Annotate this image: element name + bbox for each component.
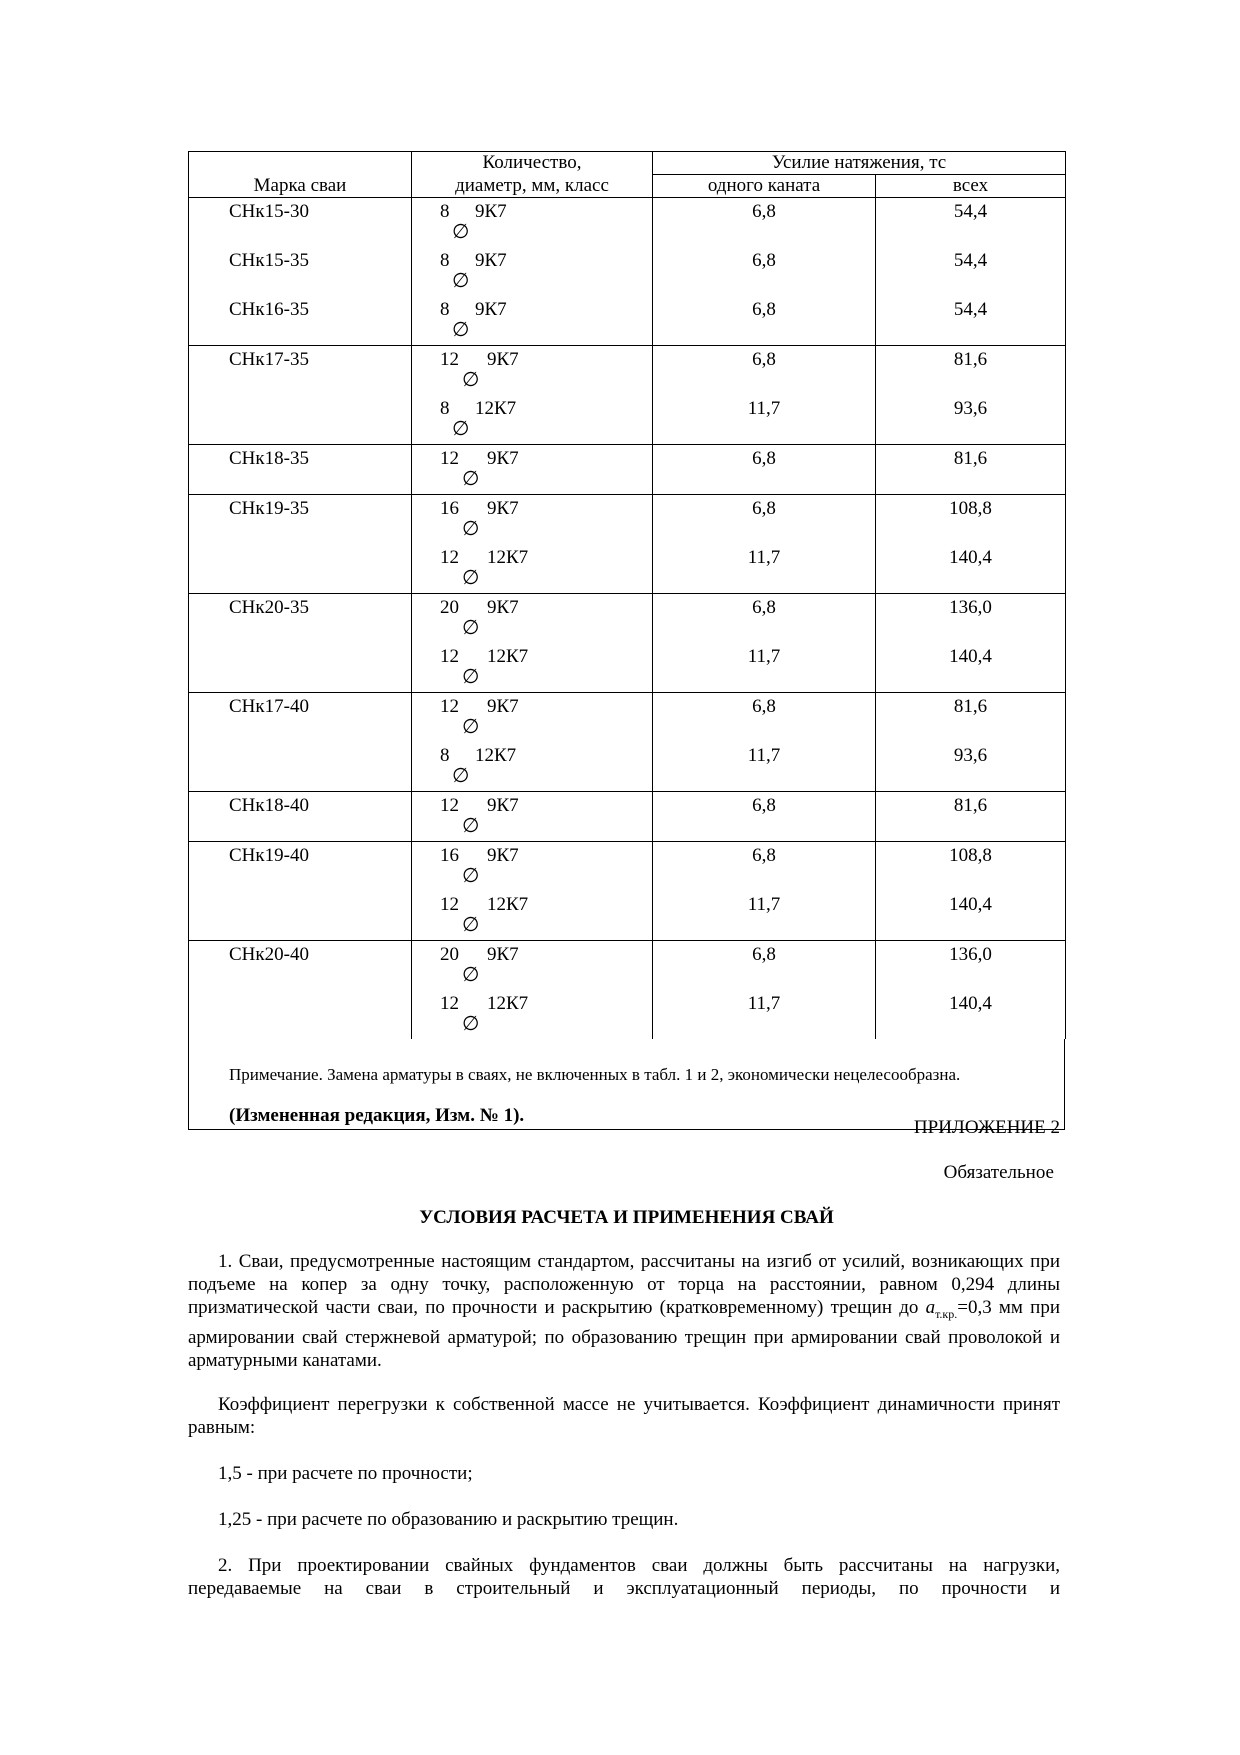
force-one-cell — [653, 990, 876, 1039]
strand-count: 12 — [440, 894, 459, 915]
force-one: 6,8 — [752, 795, 776, 816]
force-all: 54,4 — [953, 250, 988, 271]
strand-count: 12 — [440, 696, 459, 717]
table-row — [189, 842, 1066, 892]
force-one: 11,7 — [747, 398, 781, 419]
force-all: 93,6 — [953, 745, 988, 766]
force-one-cell — [653, 296, 876, 346]
force-one-cell — [653, 742, 876, 792]
strand-class: 9К7 — [475, 250, 507, 271]
force-one-cell — [653, 198, 876, 248]
reinforcement-cell — [412, 247, 653, 296]
force-all-cell — [876, 247, 1066, 296]
force-all: 81,6 — [953, 696, 988, 717]
force-one-cell — [653, 395, 876, 445]
pile-mark: СНк17-40 — [229, 696, 309, 717]
table-row — [189, 990, 1066, 1039]
force-all-cell — [876, 990, 1066, 1039]
pile-mark-cell — [189, 445, 412, 495]
strand-count: 12 — [440, 448, 459, 469]
pile-mark: СНк20-40 — [229, 944, 309, 965]
strand-count: 16 — [440, 845, 459, 866]
pile-mark-cell — [189, 693, 412, 743]
force-all: 81,6 — [953, 448, 988, 469]
force-one: 11,7 — [747, 547, 781, 568]
force-one-cell — [653, 643, 876, 693]
reinforcement-cell — [412, 346, 653, 396]
strand-class: 9К7 — [487, 498, 519, 519]
pile-mark-cell — [189, 544, 412, 594]
force-one-cell — [653, 594, 876, 644]
force-all: 140,4 — [949, 993, 992, 1014]
reinforcement-cell — [412, 395, 653, 445]
diameter-symbol-icon: ∅ — [452, 317, 470, 341]
reinforcement-cell — [412, 198, 653, 248]
diameter-symbol-icon: ∅ — [452, 268, 470, 292]
table-row — [189, 495, 1066, 545]
paragraph-2: Коэффициент перегрузки к собственной массе не учитывается. Коэффициент динамичности принят равным: — [188, 1394, 1060, 1438]
reinforcement-cell — [412, 544, 653, 594]
diameter-symbol-icon: ∅ — [452, 763, 470, 787]
pile-mark-cell — [189, 346, 412, 396]
appendix-status: Обязательное — [943, 1162, 1054, 1183]
reinforcement-cell — [412, 693, 653, 743]
pile-mark-cell — [189, 296, 412, 346]
force-all-cell — [876, 445, 1066, 495]
pile-mark: СНк20-35 — [229, 597, 309, 618]
pile-mark: СНк18-40 — [229, 795, 309, 816]
strand-class: 9К7 — [487, 349, 519, 370]
header-qty-line2: диаметр, мм, класс — [412, 175, 653, 198]
diameter-symbol-icon: ∅ — [462, 664, 480, 688]
diameter-symbol-icon: ∅ — [462, 466, 480, 490]
force-all-cell — [876, 792, 1066, 842]
pile-mark-cell — [189, 891, 412, 941]
pile-mark-cell — [189, 742, 412, 792]
table-row — [189, 693, 1066, 743]
table-row — [189, 792, 1066, 842]
strand-class: 12К7 — [487, 894, 529, 915]
pile-mark: СНк19-35 — [229, 498, 309, 519]
table-row — [189, 296, 1066, 346]
reinforcement-cell — [412, 296, 653, 346]
pile-mark-cell — [189, 941, 412, 991]
diameter-symbol-icon: ∅ — [462, 813, 480, 837]
force-one-cell — [653, 346, 876, 396]
force-all-cell — [876, 395, 1066, 445]
table-row — [189, 643, 1066, 693]
force-all-cell — [876, 198, 1066, 248]
pile-mark — [189, 643, 411, 692]
force-all-cell — [876, 742, 1066, 792]
force-all-cell — [876, 544, 1066, 594]
force-one-cell — [653, 891, 876, 941]
force-all: 108,8 — [949, 498, 992, 519]
table-row — [189, 247, 1066, 296]
force-all-cell — [876, 693, 1066, 743]
diameter-symbol-icon: ∅ — [462, 912, 480, 936]
force-one: 6,8 — [752, 299, 776, 320]
pile-mark-cell — [189, 643, 412, 693]
diameter-symbol-icon: ∅ — [462, 615, 480, 639]
force-all: 140,4 — [949, 894, 992, 915]
diameter-symbol-icon: ∅ — [462, 714, 480, 738]
force-one-cell — [653, 445, 876, 495]
strand-count: 20 — [440, 944, 459, 965]
strand-class: 9К7 — [487, 696, 519, 717]
table-row — [189, 544, 1066, 594]
force-one-cell — [653, 495, 876, 545]
pile-mark-cell — [189, 792, 412, 842]
reinforcement-cell — [412, 495, 653, 545]
force-all: 54,4 — [953, 299, 988, 320]
table-row — [189, 742, 1066, 792]
force-one: 11,7 — [747, 745, 781, 766]
force-one: 6,8 — [752, 696, 776, 717]
force-one: 6,8 — [752, 349, 776, 370]
diameter-symbol-icon: ∅ — [462, 516, 480, 540]
force-all-cell — [876, 643, 1066, 693]
strand-count: 8 — [440, 201, 450, 222]
table-row — [189, 346, 1066, 396]
strand-count: 16 — [440, 498, 459, 519]
strand-class: 9К7 — [487, 944, 519, 965]
diameter-symbol-icon: ∅ — [462, 863, 480, 887]
force-all: 108,8 — [949, 845, 992, 866]
force-one: 11,7 — [747, 646, 781, 667]
force-all: 81,6 — [953, 795, 988, 816]
header-qty-line1: Количество, — [412, 152, 653, 175]
reinforcement-cell — [412, 941, 653, 991]
appendix-title: УСЛОВИЯ РАСЧЕТА И ПРИМЕНЕНИЯ СВАЙ — [419, 1207, 834, 1228]
strand-class: 12К7 — [475, 398, 517, 419]
pile-mark-cell — [189, 495, 412, 545]
strand-count: 20 — [440, 597, 459, 618]
pile-mark-cell — [189, 395, 412, 445]
force-all-cell — [876, 346, 1066, 396]
pile-mark: СНк15-35 — [229, 250, 309, 271]
reinforcement-cell — [412, 594, 653, 644]
reinforcement-cell — [412, 792, 653, 842]
diameter-symbol-icon: ∅ — [452, 219, 470, 243]
paragraph-4: 1,25 - при расчете по образованию и раскрытию трещин. — [218, 1509, 679, 1530]
table-row — [189, 594, 1066, 644]
force-all-cell — [876, 842, 1066, 892]
force-all: 54,4 — [953, 201, 988, 222]
force-one-cell — [653, 544, 876, 594]
force-one: 6,8 — [752, 597, 776, 618]
strand-class: 12К7 — [487, 993, 529, 1014]
pile-mark — [189, 742, 411, 791]
force-all: 81,6 — [953, 349, 988, 370]
strand-count: 8 — [440, 250, 450, 271]
pile-mark: СНк18-35 — [229, 448, 309, 469]
header-mark: Марка сваи — [189, 152, 412, 198]
force-all: 93,6 — [953, 398, 988, 419]
force-one-cell — [653, 693, 876, 743]
paragraph-1-text: 1. Сваи, предусмотренные настоящим стандартом, рассчитаны на изгиб от усилий, возникающих при подъеме на копер за одну точку, расположенную от торца на расстоянии, равном 0,294 длины призматической части сваи, по прочности и раскрытию (кратковременному) трещин до — [188, 1251, 1060, 1318]
pile-mark-cell — [189, 594, 412, 644]
pile-mark — [189, 990, 411, 1039]
force-one-cell — [653, 247, 876, 296]
force-all: 140,4 — [949, 547, 992, 568]
force-all-cell — [876, 594, 1066, 644]
strand-class: 9К7 — [487, 597, 519, 618]
force-all-cell — [876, 495, 1066, 545]
table-row — [189, 941, 1066, 991]
diameter-symbol-icon: ∅ — [462, 962, 480, 986]
strand-class: 12К7 — [487, 547, 529, 568]
strand-class: 9К7 — [487, 845, 519, 866]
force-one: 11,7 — [747, 894, 781, 915]
diameter-symbol-icon: ∅ — [462, 367, 480, 391]
strand-class: 9К7 — [487, 448, 519, 469]
pile-mark-cell — [189, 247, 412, 296]
table-row — [189, 395, 1066, 445]
crack-width-subscript: т.кр. — [935, 1306, 958, 1321]
force-one: 6,8 — [752, 944, 776, 965]
diameter-symbol-icon: ∅ — [462, 1011, 480, 1035]
strand-count: 12 — [440, 795, 459, 816]
force-one-cell — [653, 842, 876, 892]
force-one: 11,7 — [747, 993, 781, 1014]
header-one-strand: одного каната — [653, 175, 876, 198]
reinforcement-cell — [412, 842, 653, 892]
force-all-cell — [876, 891, 1066, 941]
strand-count: 8 — [440, 745, 450, 766]
force-one-cell — [653, 941, 876, 991]
strand-count: 12 — [440, 547, 459, 568]
reinforcement-cell — [412, 445, 653, 495]
strand-count: 12 — [440, 646, 459, 667]
force-one: 6,8 — [752, 498, 776, 519]
pile-mark: СНк16-35 — [229, 299, 309, 320]
reinforcement-cell — [412, 990, 653, 1039]
paragraph-1 — [188, 1250, 1060, 1372]
strand-count: 8 — [440, 398, 450, 419]
strand-class: 9К7 — [475, 299, 507, 320]
strand-count: 8 — [440, 299, 450, 320]
table-row — [189, 445, 1066, 495]
strand-count: 12 — [440, 349, 459, 370]
force-one: 6,8 — [752, 448, 776, 469]
prestress-table — [188, 151, 1066, 1039]
pile-mark: СНк15-30 — [229, 201, 309, 222]
pile-mark-cell — [189, 842, 412, 892]
force-one: 6,8 — [752, 201, 776, 222]
force-all: 140,4 — [949, 646, 992, 667]
strand-class: 9К7 — [487, 795, 519, 816]
header-force: Усилие натяжения, тс — [653, 152, 1066, 175]
pile-table — [188, 151, 1065, 1130]
header-all-strands: всех — [876, 175, 1066, 198]
pile-mark — [189, 891, 411, 940]
force-one: 6,8 — [752, 250, 776, 271]
force-all: 136,0 — [949, 597, 992, 618]
pile-mark: СНк19-40 — [229, 845, 309, 866]
crack-width-symbol: a — [925, 1297, 936, 1318]
pile-mark — [189, 544, 411, 593]
appendix-label: ПРИЛОЖЕНИЕ 2 — [913, 1117, 1060, 1138]
strand-count: 12 — [440, 993, 459, 1014]
pile-mark — [189, 395, 411, 444]
reinforcement-cell — [412, 742, 653, 792]
force-one-cell — [653, 792, 876, 842]
table-row — [189, 198, 1066, 248]
paragraph-5: 2. При проектировании свайных фундаментов сваи должны быть рассчитаны на нагрузки, передаваемые на сваи в строительный и эксплуатационный периоды, по прочности и — [188, 1555, 1060, 1599]
strand-class: 9К7 — [475, 201, 507, 222]
force-all-cell — [876, 941, 1066, 991]
pile-mark: СНк17-35 — [229, 349, 309, 370]
pile-mark-cell — [189, 198, 412, 248]
reinforcement-cell — [412, 643, 653, 693]
table-note: Примечание. Замена арматуры в сваях, не включенных в табл. 1 и 2, экономически нецелесообразна. — [229, 1065, 961, 1084]
diameter-symbol-icon: ∅ — [462, 565, 480, 589]
reinforcement-cell — [412, 891, 653, 941]
force-all-cell — [876, 296, 1066, 346]
paragraph-1-text-end: =0,3 мм при армировании свай стержневой арматурой; по образованию трещин при армировании свай проволокой и арматурными канатами. — [188, 1297, 1060, 1371]
pile-mark-cell — [189, 990, 412, 1039]
diameter-symbol-icon: ∅ — [452, 416, 470, 440]
force-one: 6,8 — [752, 845, 776, 866]
force-all: 136,0 — [949, 944, 992, 965]
strand-class: 12К7 — [475, 745, 517, 766]
paragraph-3: 1,5 - при расчете по прочности; — [218, 1463, 473, 1484]
strand-class: 12К7 — [487, 646, 529, 667]
table-row — [189, 891, 1066, 941]
amendment-note: (Измененная редакция, Изм. № 1). — [229, 1105, 525, 1126]
